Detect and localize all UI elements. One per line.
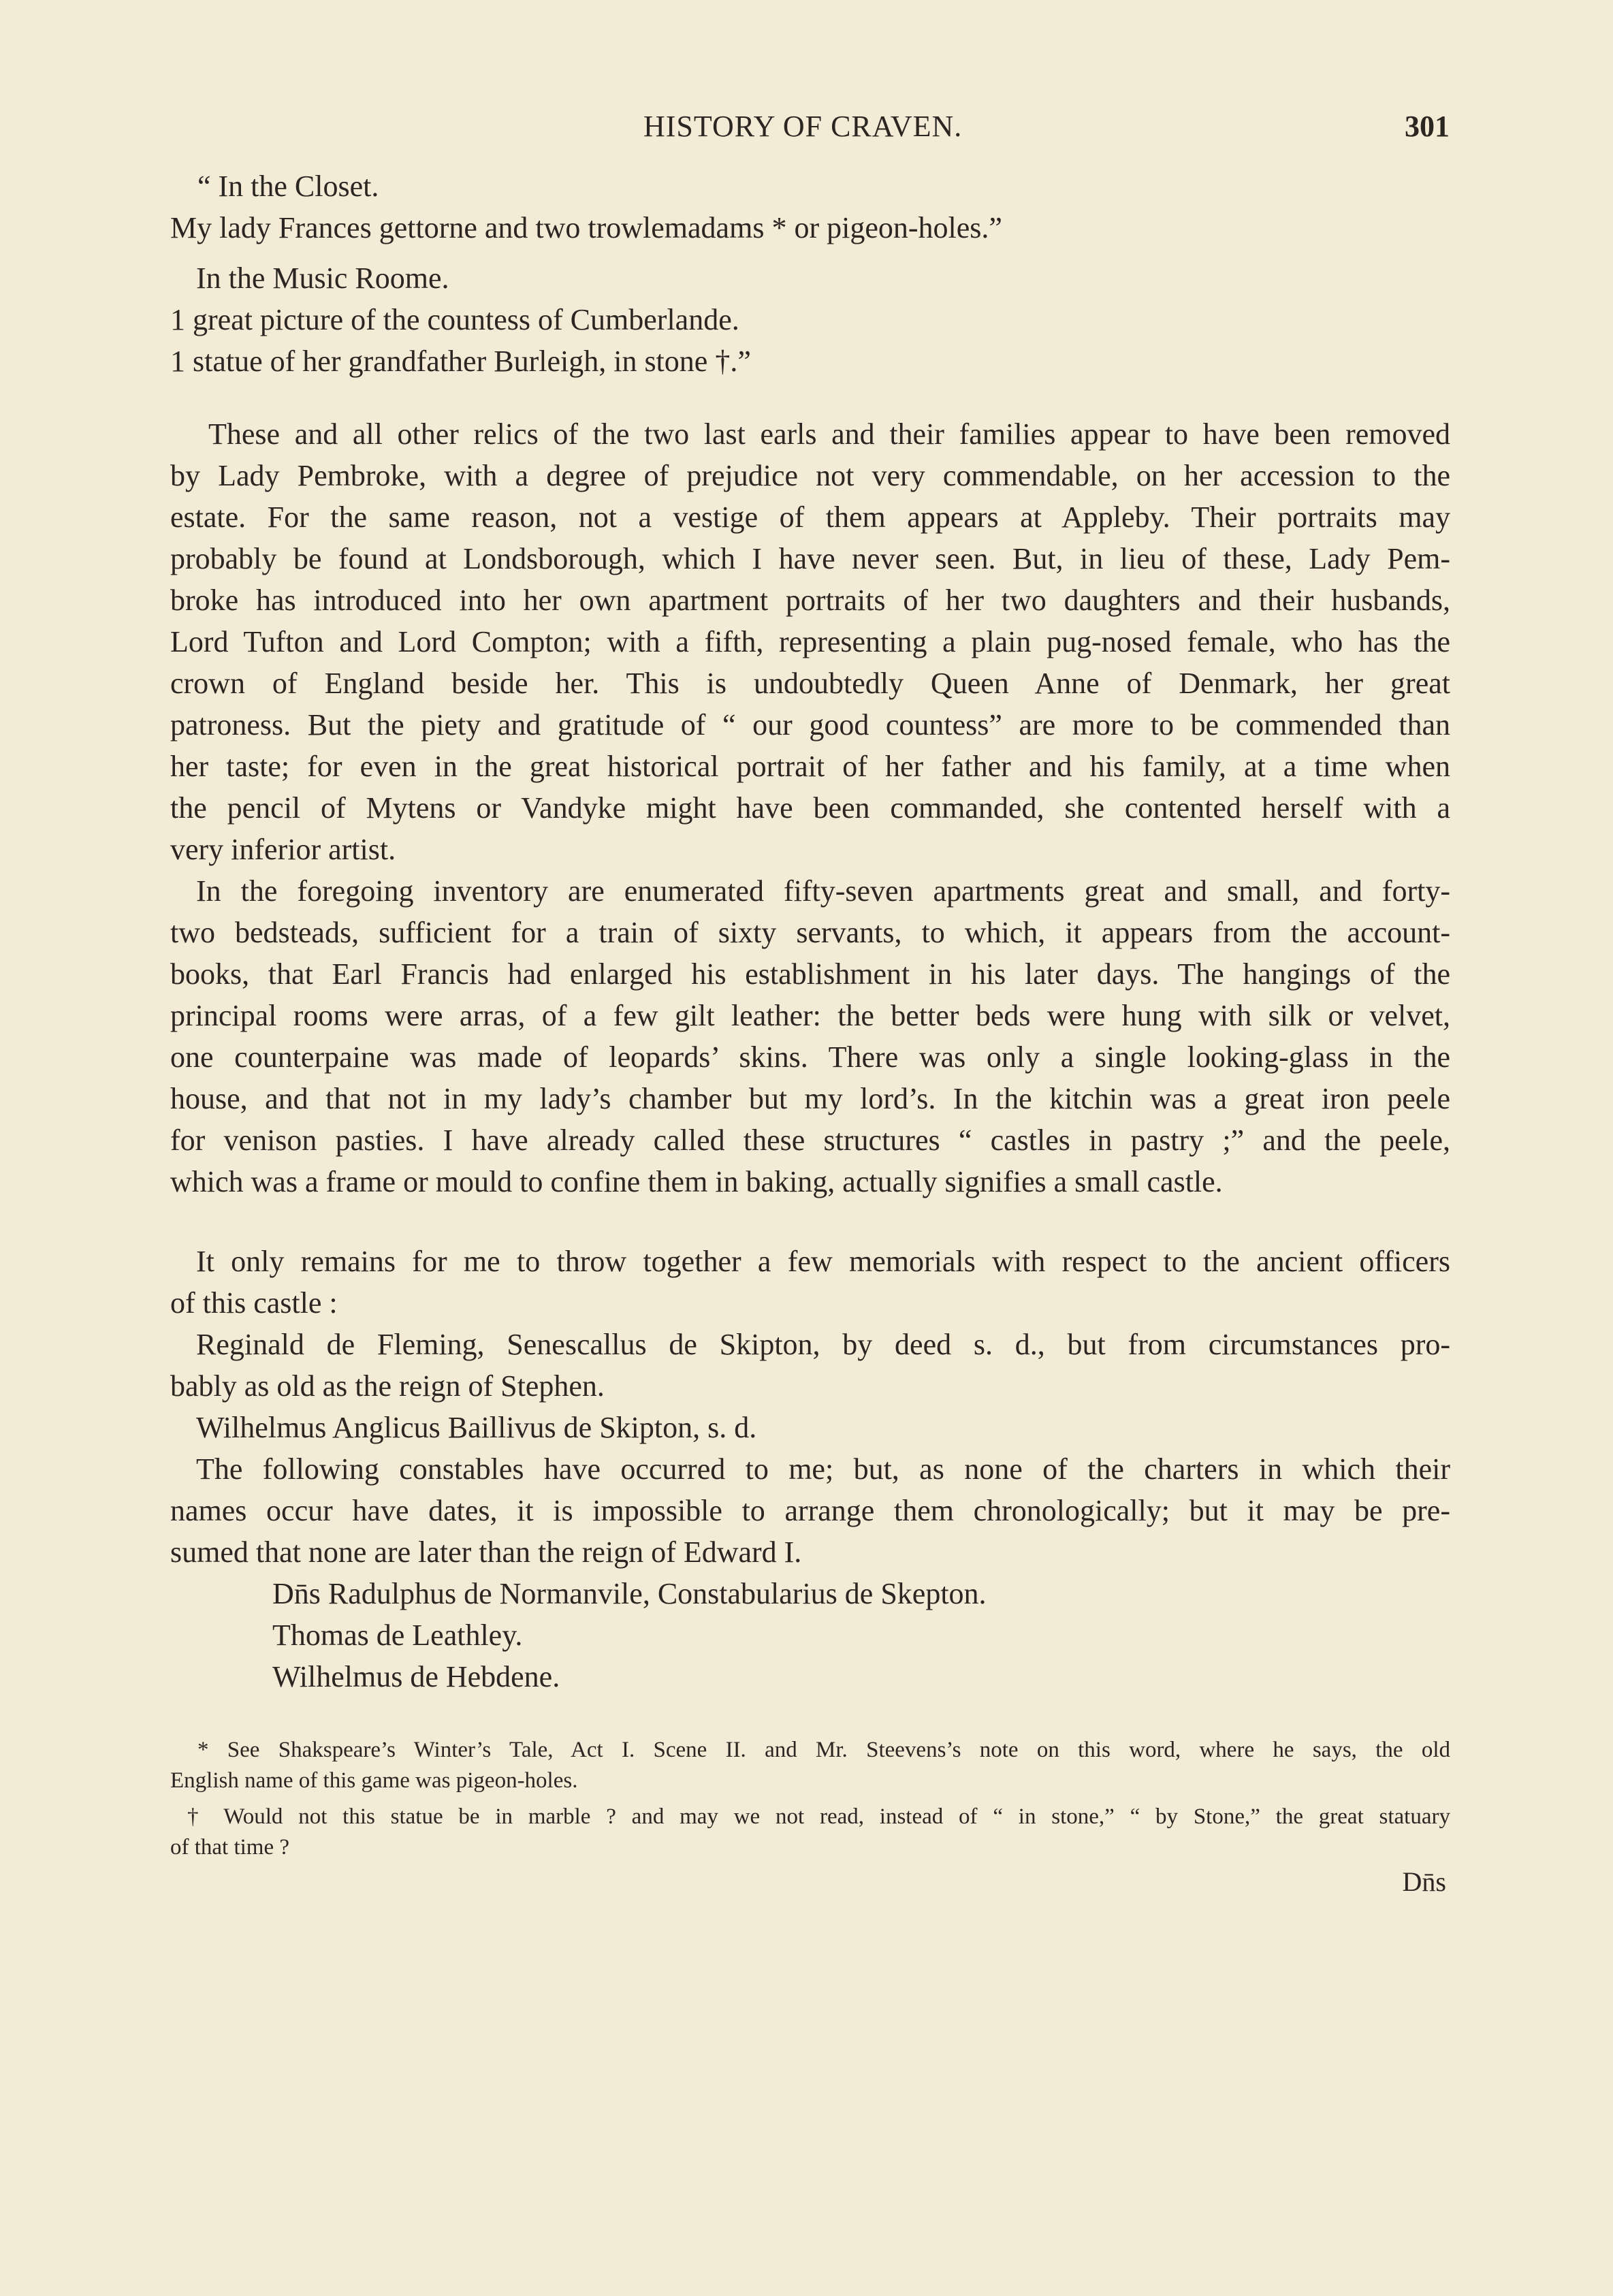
text-line: crown of England beside her. This is undoubtedly Queen Anne of Denmark, her great (170, 667, 1450, 700)
text-line: bably as old as the reign of Stephen. (170, 1369, 605, 1403)
footnote-2 (170, 1802, 1450, 1863)
text-line: which was a frame or mould to confine them in baking, actually signifies a small castle. (170, 1165, 1223, 1198)
closet-item: My lady Frances gettorne and two trowlemadams * or pigeon-holes.” (170, 211, 1002, 244)
footnote-line: English name of this game was pigeon-holes. (170, 1768, 578, 1793)
footnote-line: * See Shakspeare’s Winter’s Tale, Act I. Scene II. and Mr. Steevens’s note on this word, where he says, the old (197, 1738, 1450, 1762)
text-line: very inferior artist. (170, 833, 396, 866)
text-line: Lord Tufton and Lord Compton; with a fifth, representing a plain pug-nosed female, who has the (170, 625, 1450, 658)
text-line: two bedsteads, sufficient for a train of sixty servants, to which, it appears from the account- (170, 916, 1450, 949)
page-header (0, 109, 1613, 150)
footnote-1 (170, 1735, 1450, 1796)
inventory-music-room (170, 257, 1450, 382)
text-line: These and all other relics of the two last earls and their families appear to have been removed (208, 417, 1450, 451)
text-line: It only remains for me to throw together a few memorials with respect to the ancient officers (196, 1245, 1450, 1278)
paragraph-inventory-summary (170, 870, 1450, 1202)
page-number: 301 (1405, 110, 1450, 143)
paragraph-officers-intro (170, 1241, 1450, 1324)
text-line: her taste; for even in the great historical portrait of her father and his family, at a time when (170, 750, 1450, 783)
constable-entry: Dn̄s Radulphus de Normanvile, Constabularius de Skepton. (272, 1577, 987, 1610)
music-item: 1 statue of her grandfather Burleigh, in stone †.” (170, 345, 751, 378)
text-line: books, that Earl Francis had enlarged his establishment in his later days. The hangings of the (170, 957, 1450, 991)
text-line: one counterpaine was made of leopards’ skins. There was only a single looking-glass in the (170, 1040, 1450, 1074)
music-item: 1 great picture of the countess of Cumberlande. (170, 303, 739, 336)
text-line: the pencil of Mytens or Vandyke might have been commanded, she contented herself with a (170, 791, 1450, 825)
text-line: probably be found at Londsborough, which I have never seen. But, in lieu of these, Lady Pem- (170, 542, 1450, 575)
constable-entry: Thomas de Leathley. (272, 1619, 523, 1652)
paragraph-officers (170, 1324, 1450, 1697)
constable-entry: Wilhelmus de Hebdene. (272, 1660, 560, 1693)
text-line: In the foregoing inventory are enumerated fifty-seven apartments great and small, and forty- (196, 874, 1450, 908)
running-title: HISTORY OF CRAVEN. (643, 110, 963, 143)
music-heading: In the Music Roome. (196, 261, 449, 295)
text-line: The following constables have occurred to me; but, as none of the charters in which their (196, 1452, 1450, 1486)
text-line: patroness. But the piety and gratitude of “ our good countess” are more to be commended than (170, 708, 1450, 742)
text-line: principal rooms were arras, of a few gilt leather: the better beds were hung with silk or velvet, (170, 999, 1450, 1032)
text-line: broke has introduced into her own apartment portraits of her two daughters and their husbands, (170, 584, 1450, 617)
text-line: Reginald de Fleming, Senescallus de Skipton, by deed s. d., but from circumstances pro- (196, 1328, 1450, 1361)
catchword: Dn̄s (1402, 1866, 1446, 1897)
text-line: by Lady Pembroke, with a degree of prejudice not very commendable, on her accession to the (170, 459, 1450, 492)
text-line: house, and that not in my lady’s chamber but my lord’s. In the kitchin was a great iron peele (170, 1082, 1450, 1115)
text-line: Wilhelmus Anglicus Baillivus de Skipton, s. d. (196, 1411, 757, 1444)
text-line: of this castle : (170, 1286, 338, 1320)
text-line: for venison pasties. I have already called these structures “ castles in pastry ;” and the peele, (170, 1123, 1450, 1157)
paragraph-relics (170, 413, 1450, 870)
closet-heading: “ In the Closet. (197, 170, 379, 203)
footnote-line: of that time ? (170, 1835, 290, 1860)
text-line: names occur have dates, it is impossible to arrange them chronologically; but it may be pre- (170, 1494, 1450, 1527)
text-line: sumed that none are later than the reign of Edward I. (170, 1535, 802, 1569)
footnote-line: † Would not this statue be in marble ? and may we not read, instead of “ in stone,” “ by Stone,” the great statuary (187, 1804, 1450, 1829)
text-line: estate. For the same reason, not a vestige of them appears at Appleby. Their portraits may (170, 500, 1450, 534)
inventory-closet (170, 165, 1450, 249)
